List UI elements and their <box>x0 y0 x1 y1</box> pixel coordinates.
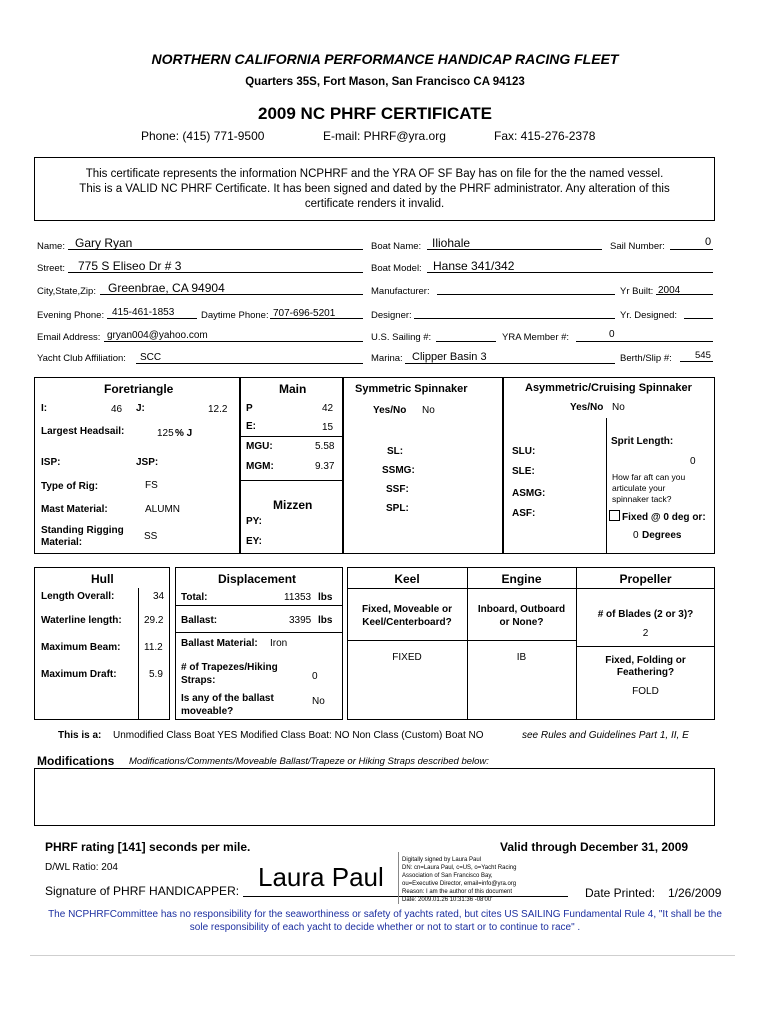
ballast-label: Ballast: <box>181 615 218 626</box>
signature: Laura Paul <box>258 862 384 892</box>
city-underline <box>100 294 363 295</box>
sl-label: SL: <box>387 446 404 457</box>
p-label: P <box>246 403 253 414</box>
date-printed: 1/26/2009 <box>668 886 722 900</box>
email-label: Email Address: <box>37 332 101 343</box>
yacht-club: SCC <box>140 352 162 363</box>
owner-street: 775 S Eliseo Dr # 3 <box>78 259 182 273</box>
mgu-label: MGU: <box>246 441 273 452</box>
prop-divider <box>576 646 715 647</box>
mgm-value: 9.37 <box>315 461 335 472</box>
standing-label-1: Standing Rigging <box>41 525 124 536</box>
marina-underline <box>405 363 615 364</box>
class-text: Unmodified Class Boat YES Modified Class Boat: NO Non Class (Custom) Boat NO <box>113 730 484 741</box>
engine-question-2: or None? <box>499 617 544 628</box>
disp-divider-2 <box>175 632 343 633</box>
name-label: Name: <box>37 241 65 252</box>
us-sailing-label: U.S. Sailing #: <box>371 332 432 343</box>
sprit-value: 0 <box>690 456 696 467</box>
headsail-unit: % J <box>175 428 193 439</box>
trapeze-label-1: # of Trapezes/Hiking <box>181 662 278 673</box>
rig-type-label: Type of Rig: <box>41 481 99 492</box>
hull-title: Hull <box>91 572 114 586</box>
marina-label: Marina: <box>371 353 403 364</box>
digital-line-2: DN: cn=Laura Paul, c=US, o=Yacht Racing <box>402 865 517 871</box>
lwl-label: Waterline length: <box>41 615 122 626</box>
ssmg-label: SSMG: <box>382 465 415 476</box>
asym-yesno: No <box>612 402 625 413</box>
keel-engine-divider <box>467 567 468 720</box>
fold-value: FOLD <box>632 686 659 697</box>
mast-label: Mast Material: <box>41 504 108 515</box>
mgu-value: 5.58 <box>315 441 335 452</box>
class-label: This is a: <box>58 730 102 741</box>
sail-underline <box>670 249 713 250</box>
boat-model: Hanse 341/342 <box>433 259 515 273</box>
phone: Phone: (415) 771-9500 <box>141 129 265 143</box>
owner-name: Gary Ryan <box>75 236 133 250</box>
yra-member-label: YRA Member #: <box>502 332 570 343</box>
ballast-unit: lbs <box>318 615 333 626</box>
jsp-label: JSP: <box>136 457 159 468</box>
footer-line-1: The NCPHRFCommittee has no responsibility for the seaworthiness or safety of yachts rated, but cites US SAILING Fundamental Rule 4, "It shall be the <box>48 909 722 920</box>
rig-type: FS <box>145 480 158 491</box>
dwl-ratio: D/WL Ratio: 204 <box>45 862 118 873</box>
asf-label: ASF: <box>512 508 536 519</box>
i-value: 46 <box>111 404 123 415</box>
ballast-material-label: Ballast Material: <box>181 638 258 649</box>
e-value: 15 <box>322 422 334 433</box>
owner-city: Greenbrae, CA 94904 <box>108 281 225 295</box>
main-divider-2 <box>240 480 343 481</box>
boat-model-label: Boat Model: <box>371 263 422 274</box>
slu-label: SLU: <box>512 446 536 457</box>
draft-label: Maximum Draft: <box>41 669 117 680</box>
beam-label: Maximum Beam: <box>41 642 121 653</box>
fax: Fax: 415-276-2378 <box>494 129 596 143</box>
mizzen-title: Mizzen <box>273 498 313 512</box>
yr-built: 2004 <box>658 285 681 296</box>
engine-divider <box>467 640 576 641</box>
built-underline <box>656 294 713 295</box>
club-label: Yacht Club Affiliation: <box>37 353 126 364</box>
foretriangle-title: Foretriangle <box>104 382 174 396</box>
disp-divider-1 <box>175 605 343 606</box>
bottom-rule <box>30 955 735 956</box>
tack-question-1: How far aft can you <box>612 472 686 482</box>
moveable-label-2: moveable? <box>181 706 234 717</box>
sail-number: 0 <box>705 236 712 248</box>
modifications-title: Modifications <box>37 754 115 768</box>
trapeze-label-2: Straps: <box>181 675 216 686</box>
tack-question-3: spinnaker tack? <box>612 494 672 504</box>
engine-question-1: Inboard, Outboard <box>477 604 566 615</box>
keel-question-1: Fixed, Moveable or <box>361 604 453 615</box>
isp-label: ISP: <box>41 457 61 468</box>
engine-value: IB <box>516 652 527 663</box>
asymmetric-box <box>503 377 715 554</box>
j-label: J: <box>136 403 145 414</box>
hull-divider <box>138 588 139 720</box>
yr-built-label: Yr Built: <box>620 286 654 297</box>
headsail-label: Largest Headsail: <box>41 426 125 437</box>
berth: 545 <box>695 350 711 361</box>
standing-label-2: Material: <box>41 537 83 548</box>
footer-line-2: sole responsibility of each yacht to decide whether or not to start or to continue to race" . <box>189 922 581 933</box>
digital-line-1: Digitally signed by Laura Paul <box>402 857 482 863</box>
us-sailing-underline <box>436 341 496 342</box>
daytime-phone: 707-696-5201 <box>273 308 336 319</box>
symmetric-box <box>343 377 503 554</box>
i-label: I: <box>41 403 48 414</box>
berth-label: Berth/Slip #: <box>620 353 672 364</box>
displacement-title: Displacement <box>218 572 297 586</box>
fixed-checkbox[interactable] <box>609 510 620 521</box>
page-title: 2009 NC PHRF CERTIFICATE <box>258 104 492 123</box>
org-name: NORTHERN CALIFORNIA PERFORMANCE HANDICAP RACING FLEET <box>151 51 619 67</box>
propeller-title: Propeller <box>619 572 672 586</box>
digital-signature-block <box>402 856 516 904</box>
degrees-label: Degrees <box>642 530 682 541</box>
degrees-value: 0 <box>633 530 639 541</box>
asym-yesno-label: Yes/No <box>570 402 604 413</box>
keel-question-2: Keel/Centerboard? <box>362 617 452 628</box>
notice-line-1: This certificate represents the information NCPHRF and the YRA OF SF Bay has on file for the the named vessel. <box>85 168 664 180</box>
draft-value: 5.9 <box>149 669 163 680</box>
sym-yesno-label: Yes/No <box>373 405 407 416</box>
daytime-underline <box>270 318 363 319</box>
designed-underline <box>684 318 713 319</box>
modifications-box <box>34 768 715 826</box>
moveable-label-1: Is any of the ballast <box>181 693 274 704</box>
engine-title: Engine <box>501 572 542 586</box>
mgm-label: MGM: <box>246 461 274 472</box>
total-value: 11353 <box>284 592 312 603</box>
fold-question-1: Fixed, Folding or <box>605 655 686 666</box>
blades-value: 2 <box>642 628 649 639</box>
club-underline <box>136 363 363 364</box>
daytime-phone-label: Daytime Phone: <box>201 310 269 321</box>
boat-name-underline <box>427 249 602 250</box>
berth-underline <box>680 361 713 362</box>
keel-divider <box>347 640 467 641</box>
notice-box <box>34 157 715 221</box>
asymmetric-title: Asymmetric/Cruising Spinnaker <box>525 382 692 394</box>
headsail-value: 125 <box>157 428 174 439</box>
notice-line-2: This is a VALID NC PHRF Certificate. It has been signed and dated by the PHRF administrator. Any alteration of this <box>79 183 670 195</box>
loa-label: Length Overall: <box>41 591 115 602</box>
valid-through: Valid through December 31, 2009 <box>500 840 689 854</box>
digital-line-5: Reason: I am the author of this document <box>402 889 513 895</box>
py-label: PY: <box>246 516 262 527</box>
designer-underline <box>414 318 615 319</box>
asmg-label: ASMG: <box>512 488 546 499</box>
main-title: Main <box>279 382 307 396</box>
fixed-label: Fixed @ 0 deg or: <box>622 512 706 523</box>
beam-value: 11.2 <box>144 642 163 653</box>
email-underline <box>104 341 363 342</box>
digital-line-4: ou=Executive Director, email=info@yra.org <box>402 881 517 887</box>
email: E-mail: PHRF@yra.org <box>323 129 446 143</box>
digital-line-3: Association of San Francisco Bay, <box>402 873 493 879</box>
designer-label: Designer: <box>371 310 412 321</box>
class-see: see Rules and Guidelines Part 1, II, E <box>522 730 689 741</box>
name-underline <box>68 249 363 250</box>
yra-underline <box>576 341 713 342</box>
total-unit: lbs <box>318 592 333 603</box>
ballast-value: 3395 <box>289 615 312 626</box>
mast-material: ALUMN <box>145 504 181 515</box>
tack-question-2: articulate your <box>612 483 666 493</box>
ssf-label: SSF: <box>386 484 409 495</box>
org-address: Quarters 35S, Fort Mason, San Francisco CA 94123 <box>245 76 525 88</box>
evening-underline <box>107 318 197 319</box>
asym-divider <box>606 418 607 554</box>
yra-member: 0 <box>609 329 615 340</box>
model-underline <box>427 272 713 273</box>
notice-line-3: certificate renders it invalid. <box>304 198 445 210</box>
keel-title: Keel <box>394 572 420 586</box>
evening-phone: 415-461-1853 <box>112 307 175 318</box>
street-underline <box>68 272 363 273</box>
phrf-rating: PHRF rating [141] seconds per mile. <box>45 840 251 854</box>
keel-engine-prop-box <box>347 567 715 720</box>
date-printed-label: Date Printed: <box>585 886 656 900</box>
p-value: 42 <box>322 403 334 414</box>
boat-name: Iliohale <box>432 236 471 250</box>
owner-email: gryan004@yahoo.com <box>107 330 208 341</box>
trapeze-value: 0 <box>312 671 318 682</box>
sprit-label: Sprit Length: <box>611 436 674 447</box>
standing-material: SS <box>144 531 158 542</box>
loa-value: 34 <box>153 591 165 602</box>
digital-line-6: Date: 2009.01.26 10:31:36 -08'00' <box>402 897 493 903</box>
yr-designed-label: Yr. Designed: <box>620 310 678 321</box>
j-value: 12.2 <box>208 404 228 415</box>
signature-label: Signature of PHRF HANDICAPPER: <box>45 884 240 898</box>
main-divider-1 <box>240 436 343 437</box>
evening-phone-label: Evening Phone: <box>37 310 105 321</box>
engine-prop-divider <box>576 567 577 720</box>
city-label: City,State,Zip: <box>37 286 96 297</box>
fold-question-2: Feathering? <box>616 667 675 678</box>
boat-name-label: Boat Name: <box>371 241 422 252</box>
ey-label: EY: <box>246 536 262 547</box>
signature-stroke <box>398 852 399 904</box>
sail-number-label: Sail Number: <box>610 241 665 252</box>
marina: Clipper Basin 3 <box>412 351 487 363</box>
spl-label: SPL: <box>386 503 409 514</box>
footer-disclaimer <box>20 908 750 934</box>
kep-header-divider <box>347 588 715 589</box>
street-label: Street: <box>37 263 65 274</box>
total-label: Total: <box>181 592 208 603</box>
manufacturer-label: Manufacturer: <box>371 286 430 297</box>
ballast-material: Iron <box>270 638 288 649</box>
symmetric-title: Symmetric Spinnaker <box>355 383 468 395</box>
modifications-subtitle: Modifications/Comments/Moveable Ballast/Trapeze or Hiking Straps described below: <box>129 756 489 767</box>
blades-label: # of Blades (2 or 3)? <box>597 609 694 620</box>
e-label: E: <box>246 421 256 432</box>
keel-value: FIXED <box>392 652 422 663</box>
lwl-value: 29.2 <box>144 615 164 626</box>
sym-yesno: No <box>422 405 435 416</box>
manufacturer-underline <box>437 294 615 295</box>
sle-label: SLE: <box>512 466 535 477</box>
moveable-value: No <box>312 696 325 707</box>
